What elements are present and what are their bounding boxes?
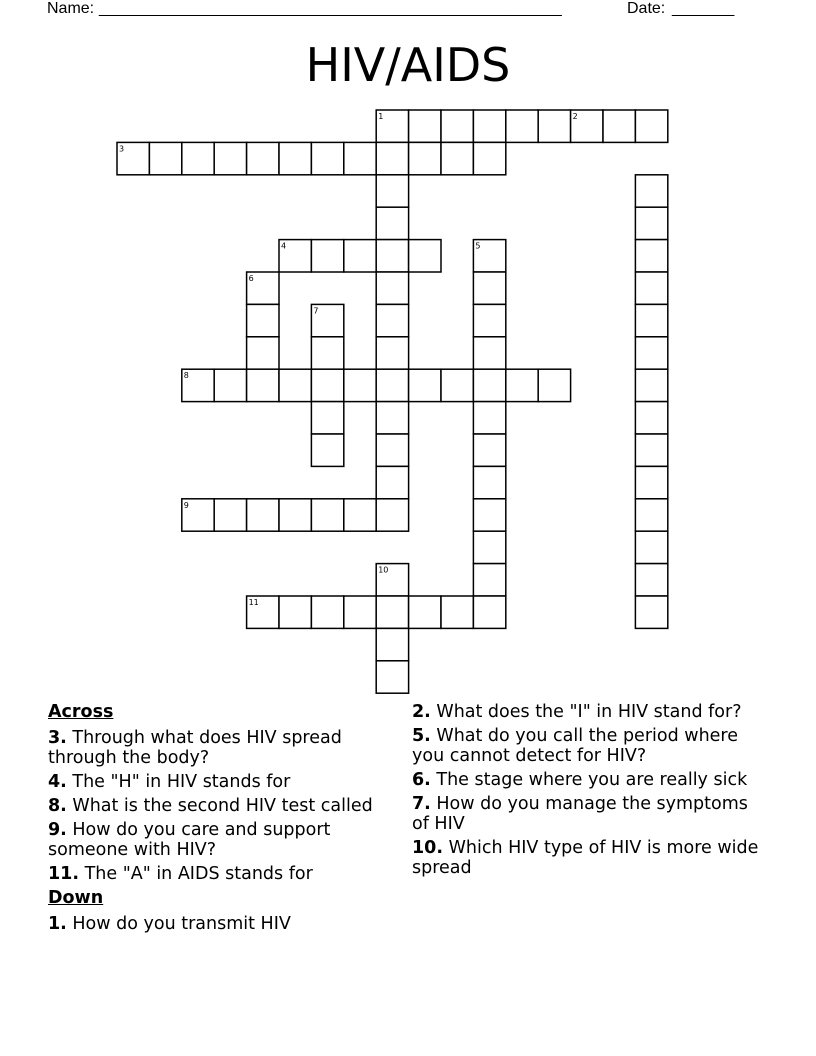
crossword-cell[interactable] (473, 142, 505, 174)
clue-text: How do you manage the symptoms of HIV (412, 794, 748, 834)
crossword-cell[interactable] (635, 240, 667, 272)
down-clue-list (48, 914, 398, 934)
crossword-cell[interactable] (311, 142, 343, 174)
clue-number: 6 (248, 274, 254, 283)
crossword-cell[interactable] (311, 369, 343, 401)
crossword-cell[interactable] (376, 272, 408, 304)
crossword-cell[interactable] (473, 564, 505, 596)
crossword-cell[interactable] (344, 142, 376, 174)
clue-number: 4 (281, 241, 287, 251)
crossword-cell[interactable] (311, 240, 343, 272)
crossword-cell[interactable] (538, 110, 570, 142)
crossword-cell[interactable] (409, 369, 441, 401)
clue-text: What does the "I" in HIV stand for? (430, 702, 742, 722)
clue-text: Which HIV type of HIV is more wide spread (412, 838, 759, 878)
crossword-cell[interactable] (311, 499, 343, 531)
crossword-cell[interactable] (409, 110, 441, 142)
name-field[interactable]: ____________________________________________________ (99, 0, 562, 17)
clue-number: 1 (378, 112, 384, 121)
crossword-cell[interactable] (473, 531, 505, 563)
crossword-cell[interactable] (247, 304, 279, 336)
crossword-cell[interactable] (635, 499, 667, 531)
crossword-cell[interactable] (279, 142, 311, 174)
down-clue (48, 914, 398, 934)
crossword-cell[interactable] (473, 369, 505, 401)
clue-number-label: 8. (48, 796, 67, 816)
crossword-cell[interactable] (635, 402, 667, 434)
crossword-cell[interactable] (409, 142, 441, 174)
across-clue (48, 864, 398, 884)
crossword-cell[interactable] (376, 596, 408, 628)
down-clue (412, 794, 762, 834)
crossword-cell[interactable] (214, 369, 246, 401)
clue-text: Through what does HIV spread through the body? (48, 728, 342, 768)
crossword-cell[interactable] (376, 628, 408, 660)
crossword-cell[interactable] (247, 337, 279, 369)
name-label: Name: (47, 0, 95, 17)
crossword-cell[interactable] (635, 304, 667, 336)
crossword-cell[interactable] (344, 369, 376, 401)
crossword-cell[interactable] (376, 499, 408, 531)
crossword-cell[interactable] (311, 596, 343, 628)
clue-number-label: 11. (48, 864, 80, 884)
crossword-cell[interactable] (506, 110, 538, 142)
crossword-cell[interactable] (473, 272, 505, 304)
crossword-cell[interactable] (473, 434, 505, 466)
crossword-cell[interactable] (376, 304, 408, 336)
clue-number: 8 (183, 371, 189, 381)
crossword-cell[interactable] (311, 434, 343, 466)
crossword-cell[interactable] (182, 142, 214, 174)
clue-number-label: 10. (412, 838, 444, 858)
crossword-cell[interactable] (214, 142, 246, 174)
crossword-cell[interactable] (214, 499, 246, 531)
crossword-cell[interactable] (635, 596, 667, 628)
crossword-cell[interactable] (635, 531, 667, 563)
crossword-cell[interactable] (441, 596, 473, 628)
crossword-cell[interactable] (473, 466, 505, 498)
clue-number-label: 3. (48, 728, 67, 748)
crossword-cell[interactable] (635, 337, 667, 369)
clue-number-label: 2. (412, 702, 431, 722)
clue-number-label: 7. (412, 794, 431, 814)
date-field[interactable]: _______ (672, 0, 735, 17)
crossword-cell[interactable] (473, 499, 505, 531)
date-label: Date: (627, 0, 666, 17)
across-clue (48, 820, 398, 860)
crossword-cell[interactable] (376, 369, 408, 401)
across-heading: Across (48, 702, 114, 722)
crossword-cell[interactable] (473, 402, 505, 434)
crossword-cell[interactable] (376, 434, 408, 466)
across-clue (48, 728, 398, 768)
crossword-cell[interactable] (635, 369, 667, 401)
clue-number-label: 6. (412, 770, 431, 790)
crossword-cell[interactable] (149, 142, 181, 174)
crossword-cell[interactable] (538, 369, 570, 401)
crossword-cell[interactable] (247, 499, 279, 531)
clue-number: 10 (378, 565, 389, 575)
crossword-cell[interactable] (473, 337, 505, 369)
clue-text: The "A" in AIDS stands for (79, 864, 313, 884)
crossword-cell[interactable] (376, 402, 408, 434)
clue-number: 2 (572, 112, 578, 121)
clue-text: The "H" in HIV stands for (66, 772, 291, 792)
crossword-cell[interactable] (279, 499, 311, 531)
crossword-cell[interactable] (473, 596, 505, 628)
clue-number-label: 5. (412, 726, 431, 746)
page-title: HIV/AIDS (305, 38, 511, 92)
crossword-cell[interactable] (247, 142, 279, 174)
crossword-cell[interactable] (344, 596, 376, 628)
crossword-cell[interactable] (376, 466, 408, 498)
clue-text: The stage where you are really sick (430, 770, 748, 790)
clues-right-column (412, 702, 762, 882)
clue-text: How do you transmit HIV (66, 914, 291, 934)
crossword-cell[interactable] (279, 596, 311, 628)
clue-number: 3 (119, 144, 125, 154)
crossword-cell[interactable] (473, 110, 505, 142)
crossword-cell[interactable] (635, 434, 667, 466)
clue-text: What do you call the period where you cannot detect for HIV? (412, 726, 739, 766)
crossword-cell[interactable] (376, 240, 408, 272)
down-clue-list-continued (412, 702, 762, 878)
crossword-cell[interactable] (441, 369, 473, 401)
crossword-cell[interactable] (409, 240, 441, 272)
clue-number: 5 (475, 241, 481, 251)
clues-left-column (48, 702, 398, 938)
crossword-cell[interactable] (603, 110, 635, 142)
clue-number-label: 4. (48, 772, 67, 792)
clue-number: 11 (248, 598, 259, 607)
crossword-cell[interactable] (311, 402, 343, 434)
across-clue-list (48, 728, 398, 884)
crossword-cell[interactable] (635, 207, 667, 239)
crossword-cell[interactable] (635, 110, 667, 142)
clue-text: How do you care and support someone with HIV? (48, 820, 331, 860)
crossword-cell[interactable] (635, 466, 667, 498)
crossword-cell[interactable] (635, 272, 667, 304)
across-clue (48, 796, 398, 816)
crossword-cell[interactable] (344, 240, 376, 272)
crossword-cell[interactable] (376, 207, 408, 239)
across-clue (48, 772, 398, 792)
crossword-cell[interactable] (506, 369, 538, 401)
down-clue (412, 702, 762, 722)
crossword-cell[interactable] (635, 175, 667, 207)
clue-number-label: 9. (48, 820, 67, 840)
crossword-cell[interactable] (376, 661, 408, 693)
crossword-cell[interactable] (409, 596, 441, 628)
clue-text: What is the second HIV test called (66, 796, 373, 816)
clue-number: 9 (183, 500, 189, 510)
down-heading: Down (48, 888, 104, 908)
crossword-cell[interactable] (635, 564, 667, 596)
down-clue (412, 770, 762, 790)
crossword-cell[interactable] (441, 110, 473, 142)
crossword-cell[interactable] (473, 304, 505, 336)
crossword-cell[interactable] (279, 369, 311, 401)
clue-number: 7 (313, 306, 319, 316)
clue-number-label: 1. (48, 914, 67, 934)
crossword-cell[interactable] (376, 175, 408, 207)
crossword-cell[interactable] (441, 142, 473, 174)
down-clue (412, 726, 762, 766)
crossword-cell[interactable] (376, 142, 408, 174)
crossword-cell[interactable] (376, 337, 408, 369)
crossword-cell[interactable] (247, 369, 279, 401)
down-clue (412, 838, 762, 878)
crossword-cell[interactable] (344, 499, 376, 531)
crossword-cell[interactable] (311, 337, 343, 369)
